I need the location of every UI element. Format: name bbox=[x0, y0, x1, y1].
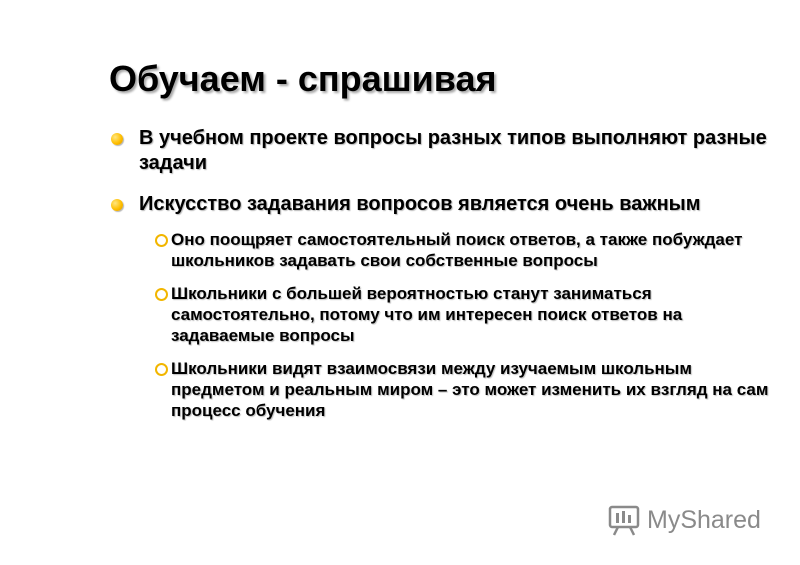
ring-bullet-icon bbox=[155, 288, 168, 301]
sub-bullet-list bbox=[139, 229, 769, 421]
myshared-logo bbox=[607, 503, 767, 537]
bullet-item bbox=[109, 192, 769, 421]
yellow-bullet-icon bbox=[111, 133, 123, 145]
sub-bullet-text: Оно поощряет самостоятельный поиск ответов, а также побуждает школьников задавать свои собственные вопросы bbox=[171, 230, 743, 270]
ring-bullet-icon bbox=[155, 234, 168, 247]
sub-bullet-item bbox=[139, 283, 769, 346]
bullet-item bbox=[109, 126, 769, 176]
yellow-bullet-icon bbox=[111, 199, 123, 211]
bullet-list bbox=[109, 126, 769, 437]
presentation-board-icon bbox=[607, 503, 641, 537]
logo-text: MyShared bbox=[647, 505, 761, 534]
sub-bullet-text: Школьники видят взаимосвязи между изучаемым школьным предметом и реальным миром – это может изменить их взгляд на сам процесс обучения bbox=[171, 359, 769, 420]
sub-bullet-text: Школьники с большей вероятностью станут заниматься самостоятельно, потому что им интересен поиск ответов на задаваемые вопросы bbox=[171, 284, 683, 345]
sub-bullet-item bbox=[139, 229, 769, 271]
bullet-text: Искусство задавания вопросов является очень важным bbox=[139, 193, 701, 215]
sub-bullet-item bbox=[139, 358, 769, 421]
slide-title: Обучаем - спрашивая bbox=[109, 58, 497, 99]
bullet-text: В учебном проекте вопросы разных типов выполняют разные задачи bbox=[139, 127, 767, 174]
ring-bullet-icon bbox=[155, 363, 168, 376]
